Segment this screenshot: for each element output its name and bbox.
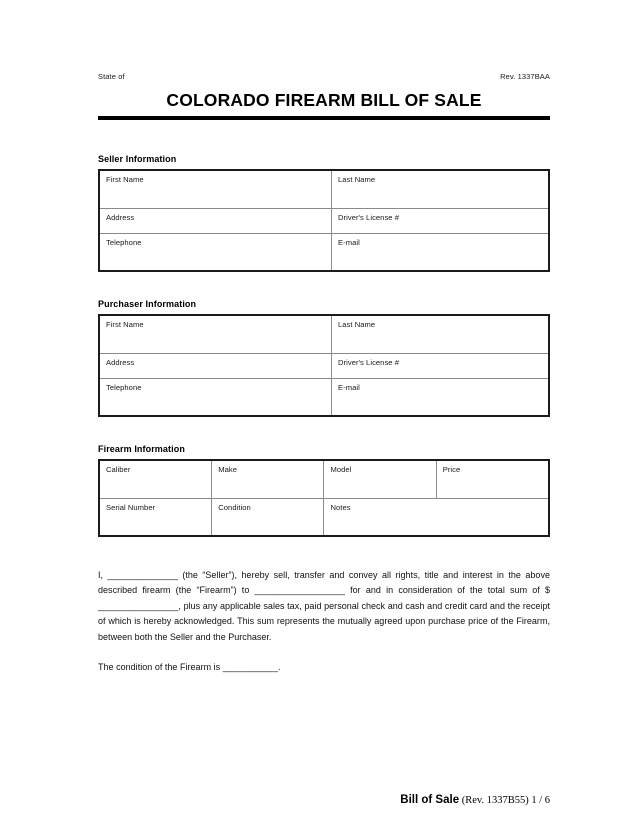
table-row [99, 353, 549, 378]
firearm-make-cell[interactable]: Make [212, 460, 324, 498]
seller-information-table [98, 169, 550, 272]
firearm-serial-number-cell[interactable]: Serial Number [99, 498, 212, 536]
seller-address-cell[interactable]: Address [99, 208, 332, 233]
firearm-condition-cell[interactable]: Condition [212, 498, 324, 536]
purchaser-email-cell[interactable]: E-mail [332, 378, 550, 416]
seller-email-cell[interactable]: E-mail [332, 233, 550, 271]
footer-document-label: Bill of Sale [400, 794, 460, 806]
firearm-model-cell[interactable]: Model [324, 460, 436, 498]
table-row [99, 170, 549, 208]
firearm-price-cell[interactable]: Price [436, 460, 549, 498]
footer-revision-and-page: (Rev. 1337B55) 1 / 6 [459, 795, 550, 806]
firearm-notes-cell[interactable]: Notes [324, 498, 549, 536]
firearm-section-heading: Firearm Information [98, 444, 185, 454]
page-footer [98, 790, 550, 808]
firearm-condition-sentence: The condition of the Firearm is ___________. [98, 662, 281, 673]
document-content [98, 72, 550, 676]
purchaser-first-name-cell[interactable]: First Name [99, 315, 332, 353]
firearm-section [98, 444, 550, 537]
agreement-text-block [98, 568, 550, 676]
purchaser-section [98, 299, 550, 417]
agreement-paragraph: I, ______________ (the “Seller”), hereby sell, transfer and convey all rights, title and interest in the above described firearm (the “Firearm”) to __________________ for and in consideration of the total sum of $ ________________, plus any applicable sales tax, paid personal check and cash and credit card and the receipt of which is hereby acknowledged. This sum represents the mutually agreed upon purchase price of the Firearm, between both the Seller and the Purchaser. [98, 570, 550, 642]
table-row [99, 378, 549, 416]
seller-section [98, 154, 550, 272]
purchaser-drivers-license-cell[interactable]: Driver's License # [332, 353, 550, 378]
table-row [99, 233, 549, 271]
purchaser-information-table [98, 314, 550, 417]
purchaser-telephone-cell[interactable]: Telephone [99, 378, 332, 416]
seller-drivers-license-cell[interactable]: Driver's License # [332, 208, 550, 233]
seller-last-name-cell[interactable]: Last Name [332, 170, 550, 208]
document-header [98, 72, 550, 81]
purchaser-section-heading: Purchaser Information [98, 299, 197, 309]
title-divider [98, 116, 550, 120]
table-row [99, 315, 549, 353]
purchaser-address-cell[interactable]: Address [99, 353, 332, 378]
header-revision-code: Rev. 1337BAA [500, 72, 550, 81]
table-row [99, 208, 549, 233]
table-row [99, 498, 549, 536]
firearm-information-table [98, 459, 550, 537]
seller-first-name-cell[interactable]: First Name [99, 170, 332, 208]
purchaser-last-name-cell[interactable]: Last Name [332, 315, 550, 353]
seller-section-heading: Seller Information [98, 154, 177, 164]
page-title: COLORADO FIREARM BILL OF SALE [166, 90, 482, 110]
state-of-label: State of [98, 72, 125, 81]
firearm-caliber-cell[interactable]: Caliber [99, 460, 212, 498]
table-row [99, 460, 549, 498]
seller-telephone-cell[interactable]: Telephone [99, 233, 332, 271]
